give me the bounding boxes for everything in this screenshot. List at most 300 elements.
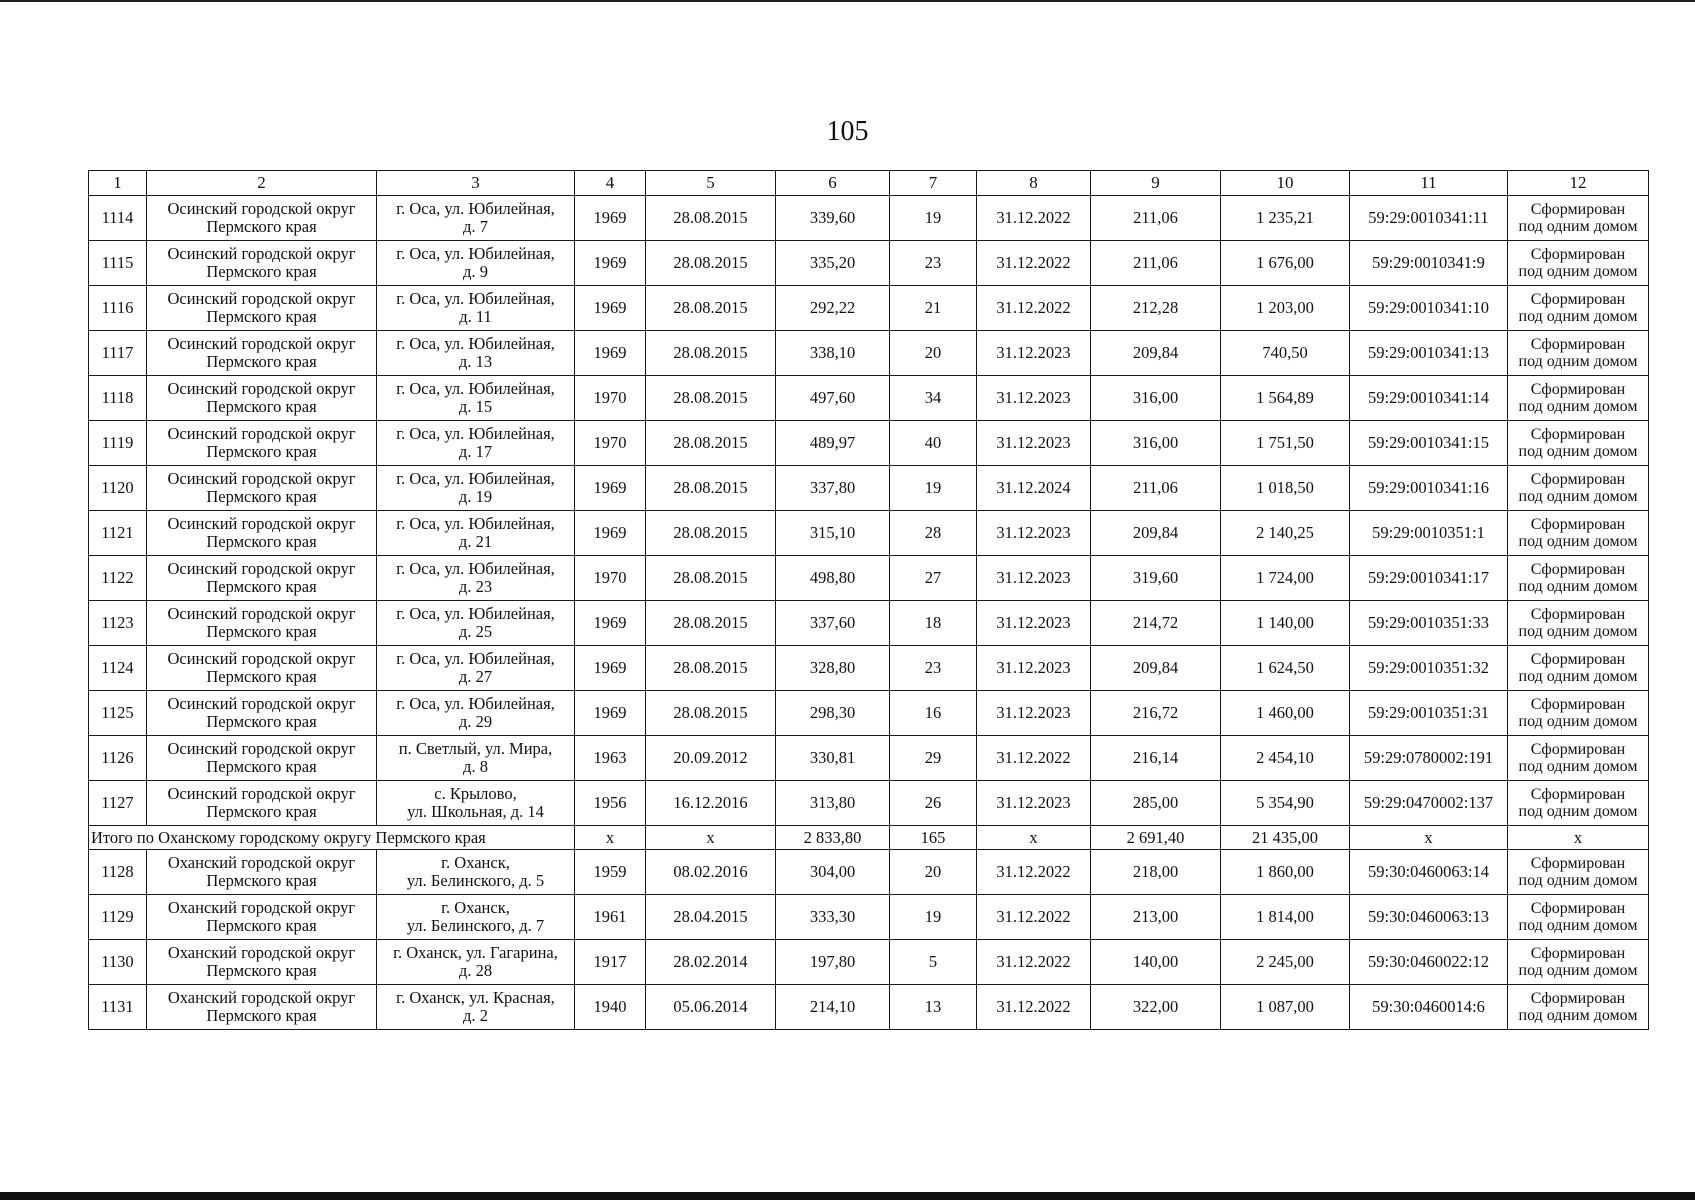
cell-municipality: [147, 511, 377, 556]
cell-status-line: под одним домом: [1518, 1007, 1638, 1024]
cell-municipality-line: Осинский городской округ: [167, 334, 356, 353]
cell-municipality-line: Осинский городской округ: [167, 469, 356, 488]
cell-area: 337,60: [776, 601, 890, 646]
cell-col9: 216,14: [1091, 736, 1221, 781]
cell-col10: 1 235,21: [1221, 196, 1350, 241]
cell-municipality-line: Пермского края: [206, 712, 317, 731]
cell-status: [1508, 331, 1649, 376]
table-row: [89, 895, 1649, 940]
cell-address-line: д. 29: [458, 712, 493, 731]
cell-year: 1969: [575, 511, 646, 556]
cell-address-line: д. 2: [463, 1006, 488, 1025]
cell-residents: 19: [890, 895, 977, 940]
cell-status: [1508, 196, 1649, 241]
cell-status-line: Сформирован: [1530, 741, 1626, 758]
cell-address-line: г. Оханск, ул. Красная,: [396, 988, 555, 1007]
cell-col9: 316,00: [1091, 376, 1221, 421]
cell-col10: 1 018,50: [1221, 466, 1350, 511]
cell-cadastral: 59:29:0010351:33: [1350, 601, 1508, 646]
cell-col10: 1 460,00: [1221, 691, 1350, 736]
cell-status-line: под одним домом: [1518, 623, 1638, 640]
cell-status-line: Сформирован: [1530, 651, 1626, 668]
cell-address-line: д. 8: [463, 757, 488, 776]
cell-col9: 2 691,40: [1091, 826, 1221, 850]
cell-residents: 27: [890, 556, 977, 601]
cell-col9: 218,00: [1091, 850, 1221, 895]
cell-residents: 28: [890, 511, 977, 556]
cell-address-line: г. Оса, ул. Юбилейная,: [396, 559, 555, 578]
cell-status-line: Сформирован: [1530, 381, 1626, 398]
cell-area: 330,81: [776, 736, 890, 781]
cell-address: [377, 376, 575, 421]
cell-municipality-line: Пермского края: [206, 352, 317, 371]
cell-municipality-line: Осинский городской округ: [167, 559, 356, 578]
cell-status-line: под одним домом: [1518, 872, 1638, 889]
cell-municipality-line: Пермского края: [206, 667, 317, 686]
cell-address-line: г. Оса, ул. Юбилейная,: [396, 604, 555, 623]
cell-municipality-line: Осинский городской округ: [167, 514, 356, 533]
cell-date: 16.12.2016: [646, 781, 776, 826]
cell-address-line: д. 7: [463, 217, 488, 236]
cell-status-line: под одним домом: [1518, 218, 1638, 235]
cell-year: 1970: [575, 421, 646, 466]
cell-cadastral: 59:29:0780002:191: [1350, 736, 1508, 781]
cell-area: 304,00: [776, 850, 890, 895]
cell-year: 1969: [575, 601, 646, 646]
cell-cadastral: 59:29:0010341:17: [1350, 556, 1508, 601]
cell-status-line: Сформирован: [1530, 471, 1626, 488]
cell-col9: 211,06: [1091, 196, 1221, 241]
cell-address-line: ул. Белинского, д. 7: [406, 916, 545, 935]
table-row: [89, 421, 1649, 466]
cell-municipality-line: Пермского края: [206, 262, 317, 281]
cell-address-line: д. 28: [458, 961, 493, 980]
cell-address-line: г. Оса, ул. Юбилейная,: [396, 199, 555, 218]
cell-address: [377, 286, 575, 331]
column-number-header: 4: [575, 171, 646, 196]
cell-row-number: 1130: [89, 940, 147, 985]
cell-residents: 16: [890, 691, 977, 736]
cell-status: [1508, 241, 1649, 286]
cell-address-line: г. Оса, ул. Юбилейная,: [396, 694, 555, 713]
cell-municipality: [147, 736, 377, 781]
cell-date: 28.08.2015: [646, 331, 776, 376]
cell-date: 08.02.2016: [646, 850, 776, 895]
cell-status-line: Сформирован: [1530, 945, 1626, 962]
cell-col10: 21 435,00: [1221, 826, 1350, 850]
cell-municipality: [147, 331, 377, 376]
cell-municipality-line: Осинский городской округ: [167, 694, 356, 713]
cell-address: [377, 421, 575, 466]
cell-year: 1970: [575, 376, 646, 421]
cell-residents: 29: [890, 736, 977, 781]
cell-cadastral: 59:29:0010341:13: [1350, 331, 1508, 376]
table-row: [89, 376, 1649, 421]
cell-municipality-line: Пермского края: [206, 487, 317, 506]
cell-status: [1508, 850, 1649, 895]
cell-status-line: под одним домом: [1518, 398, 1638, 415]
cell-municipality-line: Пермского края: [206, 757, 317, 776]
cell-col9: 322,00: [1091, 985, 1221, 1030]
cell-address-line: г. Оса, ул. Юбилейная,: [396, 514, 555, 533]
table-row: [89, 985, 1649, 1030]
cell-cadastral: 59:29:0010341:9: [1350, 241, 1508, 286]
cell-municipality-line: Осинский городской округ: [167, 379, 356, 398]
cell-row-number: 1124: [89, 646, 147, 691]
cell-date: 28.08.2015: [646, 601, 776, 646]
cell-deadline: 31.12.2022: [977, 985, 1091, 1030]
scan-edge-top: [0, 0, 1695, 2]
cell-area: 337,80: [776, 466, 890, 511]
cell-residents: 165: [890, 826, 977, 850]
cell-status-line: Сформирован: [1530, 990, 1626, 1007]
cell-area: 339,60: [776, 196, 890, 241]
cell-date: 28.08.2015: [646, 511, 776, 556]
cell-deadline: 31.12.2023: [977, 646, 1091, 691]
table-row: [89, 241, 1649, 286]
cell-status-line: Сформирован: [1530, 855, 1626, 872]
cell-municipality-line: Пермского края: [206, 916, 317, 935]
cell-cadastral: 59:29:0010351:32: [1350, 646, 1508, 691]
cell-address: [377, 736, 575, 781]
cell-address: [377, 556, 575, 601]
cell-col10: 2 140,25: [1221, 511, 1350, 556]
cell-row-number: 1126: [89, 736, 147, 781]
cell-status-line: Сформирован: [1530, 426, 1626, 443]
column-number-header: 3: [377, 171, 575, 196]
cell-row-number: 1122: [89, 556, 147, 601]
table-row: [89, 940, 1649, 985]
cell-col9: 285,00: [1091, 781, 1221, 826]
cell-address-line: д. 9: [463, 262, 488, 281]
cell-row-number: 1128: [89, 850, 147, 895]
cell-status-line: под одним домом: [1518, 533, 1638, 550]
cell-area: 497,60: [776, 376, 890, 421]
cell-address-line: д. 15: [458, 397, 493, 416]
table-row: [89, 511, 1649, 556]
cell-address: [377, 691, 575, 736]
cell-status: [1508, 940, 1649, 985]
table-row: [89, 286, 1649, 331]
cell-municipality: [147, 241, 377, 286]
cell-row-number: 1114: [89, 196, 147, 241]
cell-address-line: д. 11: [459, 307, 492, 326]
cell-year: 1940: [575, 985, 646, 1030]
cell-year: 1969: [575, 466, 646, 511]
cell-cadastral: 59:29:0010341:11: [1350, 196, 1508, 241]
cell-status-line: под одним домом: [1518, 578, 1638, 595]
cell-year: 1961: [575, 895, 646, 940]
cell-status-line: Сформирован: [1530, 561, 1626, 578]
cell-col10: 1 751,50: [1221, 421, 1350, 466]
cell-date: x: [646, 826, 776, 850]
cell-status-line: Сформирован: [1530, 291, 1626, 308]
cell-status-line: под одним домом: [1518, 758, 1638, 775]
cell-cadastral: 59:30:0460063:14: [1350, 850, 1508, 895]
cell-deadline: 31.12.2023: [977, 781, 1091, 826]
cell-area: 197,80: [776, 940, 890, 985]
table-row: [89, 691, 1649, 736]
column-number-header: 2: [147, 171, 377, 196]
cell-municipality: [147, 556, 377, 601]
cell-year: 1970: [575, 556, 646, 601]
cell-date: 28.08.2015: [646, 241, 776, 286]
table-row: [89, 646, 1649, 691]
cell-deadline: 31.12.2023: [977, 421, 1091, 466]
cell-residents: 19: [890, 466, 977, 511]
cell-status: [1508, 556, 1649, 601]
table-row: [89, 556, 1649, 601]
cell-deadline: 31.12.2024: [977, 466, 1091, 511]
cell-cadastral: x: [1350, 826, 1508, 850]
cell-col10: 1 814,00: [1221, 895, 1350, 940]
cell-municipality-line: Пермского края: [206, 802, 317, 821]
cell-col9: 213,00: [1091, 895, 1221, 940]
cell-year: x: [575, 826, 646, 850]
header-row: [89, 171, 1649, 196]
cell-deadline: 31.12.2022: [977, 850, 1091, 895]
cell-area: 333,30: [776, 895, 890, 940]
cell-municipality: [147, 466, 377, 511]
cell-municipality-line: Пермского края: [206, 1006, 317, 1025]
cell-area: 214,10: [776, 985, 890, 1030]
cell-address-line: д. 17: [458, 442, 493, 461]
cell-area: 2 833,80: [776, 826, 890, 850]
cell-status-line: Сформирован: [1530, 900, 1626, 917]
table-row: [89, 196, 1649, 241]
cell-date: 28.02.2014: [646, 940, 776, 985]
cell-status: x: [1508, 826, 1649, 850]
cell-residents: 18: [890, 601, 977, 646]
cell-status-line: под одним домом: [1518, 263, 1638, 280]
table-body: [89, 196, 1649, 1030]
cell-municipality-line: Осинский городской округ: [167, 784, 356, 803]
cell-municipality-line: Оханский городской округ: [167, 898, 356, 917]
cell-municipality-line: Осинский городской округ: [167, 244, 356, 263]
cell-date: 28.08.2015: [646, 646, 776, 691]
cell-col9: 212,28: [1091, 286, 1221, 331]
cell-address-line: г. Оса, ул. Юбилейная,: [396, 424, 555, 443]
cell-year: 1969: [575, 241, 646, 286]
cell-municipality-line: Пермского края: [206, 961, 317, 980]
cell-cadastral: 59:30:0460022:12: [1350, 940, 1508, 985]
cell-municipality-line: Оханский городской округ: [167, 988, 356, 1007]
column-number-header: 6: [776, 171, 890, 196]
cell-status-line: под одним домом: [1518, 308, 1638, 325]
cell-status-line: Сформирован: [1530, 606, 1626, 623]
cell-col10: 1 140,00: [1221, 601, 1350, 646]
cell-deadline: 31.12.2022: [977, 286, 1091, 331]
column-number-header: 1: [89, 171, 147, 196]
cell-year: 1917: [575, 940, 646, 985]
cell-address-line: г. Оса, ул. Юбилейная,: [396, 649, 555, 668]
cell-year: 1969: [575, 331, 646, 376]
table-row: [89, 781, 1649, 826]
cell-col9: 209,84: [1091, 331, 1221, 376]
cell-area: 489,97: [776, 421, 890, 466]
cell-year: 1969: [575, 196, 646, 241]
cell-col10: 1 564,89: [1221, 376, 1350, 421]
cell-status: [1508, 985, 1649, 1030]
cell-municipality-line: Оханский городской округ: [167, 853, 356, 872]
cell-area: 292,22: [776, 286, 890, 331]
cell-address: [377, 511, 575, 556]
cell-status-line: под одним домом: [1518, 803, 1638, 820]
cell-address-line: д. 25: [458, 622, 493, 641]
cell-municipality-line: Пермского края: [206, 577, 317, 596]
cell-municipality: [147, 781, 377, 826]
cell-deadline: 31.12.2022: [977, 241, 1091, 286]
cell-address-line: д. 27: [458, 667, 493, 686]
cell-deadline: 31.12.2023: [977, 376, 1091, 421]
cell-deadline: 31.12.2023: [977, 331, 1091, 376]
column-number-header: 11: [1350, 171, 1508, 196]
cell-date: 28.08.2015: [646, 556, 776, 601]
cell-status: [1508, 601, 1649, 646]
cell-year: 1963: [575, 736, 646, 781]
cell-date: 28.08.2015: [646, 286, 776, 331]
cell-deadline: 31.12.2022: [977, 736, 1091, 781]
cell-address-line: г. Оса, ул. Юбилейная,: [396, 469, 555, 488]
column-number-header: 8: [977, 171, 1091, 196]
cell-address-line: д. 23: [458, 577, 493, 596]
cell-residents: 20: [890, 850, 977, 895]
cell-address-line: г. Оса, ул. Юбилейная,: [396, 334, 555, 353]
cell-col10: 5 354,90: [1221, 781, 1350, 826]
cell-address: [377, 196, 575, 241]
table-row: [89, 601, 1649, 646]
subtotal-label: Итого по Оханскому городскому округу Пермского края: [89, 826, 575, 850]
scan-edge-bottom: [0, 1192, 1695, 1200]
cell-date: 28.08.2015: [646, 691, 776, 736]
cell-residents: 40: [890, 421, 977, 466]
cell-cadastral: 59:29:0010341:15: [1350, 421, 1508, 466]
cell-address-line: ул. Белинского, д. 5: [406, 871, 545, 890]
cell-municipality-line: Осинский городской округ: [167, 739, 356, 758]
cell-area: 328,80: [776, 646, 890, 691]
cell-address-line: д. 21: [458, 532, 493, 551]
cell-residents: 26: [890, 781, 977, 826]
cell-col10: 1 724,00: [1221, 556, 1350, 601]
cell-status-line: под одним домом: [1518, 443, 1638, 460]
cell-status: [1508, 736, 1649, 781]
cell-date: 20.09.2012: [646, 736, 776, 781]
cell-year: 1959: [575, 850, 646, 895]
cell-col9: 316,00: [1091, 421, 1221, 466]
cell-status: [1508, 895, 1649, 940]
column-number-header: 12: [1508, 171, 1649, 196]
cell-deadline: 31.12.2022: [977, 940, 1091, 985]
cell-date: 28.08.2015: [646, 376, 776, 421]
cell-municipality-line: Пермского края: [206, 532, 317, 551]
cell-residents: 34: [890, 376, 977, 421]
cell-municipality-line: Пермского края: [206, 442, 317, 461]
column-number-header: 7: [890, 171, 977, 196]
cell-address: [377, 466, 575, 511]
cell-status-line: Сформирован: [1530, 516, 1626, 533]
cell-address-line: д. 13: [458, 352, 493, 371]
cell-municipality-line: Пермского края: [206, 871, 317, 890]
cell-row-number: 1116: [89, 286, 147, 331]
cell-cadastral: 59:29:0010341:16: [1350, 466, 1508, 511]
cell-row-number: 1118: [89, 376, 147, 421]
cell-cadastral: 59:29:0010351:31: [1350, 691, 1508, 736]
cell-cadastral: 59:29:0010341:10: [1350, 286, 1508, 331]
cell-status-line: Сформирован: [1530, 201, 1626, 218]
cell-status: [1508, 646, 1649, 691]
cell-col9: 209,84: [1091, 511, 1221, 556]
cell-year: 1956: [575, 781, 646, 826]
cell-row-number: 1127: [89, 781, 147, 826]
cell-status: [1508, 376, 1649, 421]
cell-address: [377, 601, 575, 646]
cell-row-number: 1117: [89, 331, 147, 376]
cell-col9: 140,00: [1091, 940, 1221, 985]
table-row: [89, 736, 1649, 781]
cell-address: [377, 646, 575, 691]
cell-address-line: п. Светлый, ул. Мира,: [398, 739, 553, 758]
cell-col10: 2 245,00: [1221, 940, 1350, 985]
cell-date: 28.08.2015: [646, 466, 776, 511]
cell-municipality-line: Осинский городской округ: [167, 604, 356, 623]
cell-date: 05.06.2014: [646, 985, 776, 1030]
cell-municipality-line: Пермского края: [206, 397, 317, 416]
cell-col10: 740,50: [1221, 331, 1350, 376]
cell-address-line: г. Оханск,: [441, 898, 510, 917]
cell-area: 338,10: [776, 331, 890, 376]
cell-status: [1508, 691, 1649, 736]
cell-municipality-line: Осинский городской округ: [167, 649, 356, 668]
cell-status: [1508, 511, 1649, 556]
cell-col10: 1 676,00: [1221, 241, 1350, 286]
cell-municipality-line: Оханский городской округ: [167, 943, 356, 962]
cell-address: [377, 241, 575, 286]
cell-row-number: 1129: [89, 895, 147, 940]
cell-col9: 319,60: [1091, 556, 1221, 601]
cell-row-number: 1120: [89, 466, 147, 511]
cell-municipality-line: Осинский городской округ: [167, 424, 356, 443]
cell-municipality: [147, 421, 377, 466]
cell-col10: 1 624,50: [1221, 646, 1350, 691]
cell-area: 313,80: [776, 781, 890, 826]
cell-municipality: [147, 940, 377, 985]
cell-status: [1508, 466, 1649, 511]
cell-address-line: ул. Школьная, д. 14: [407, 802, 544, 821]
cell-col10: 1 087,00: [1221, 985, 1350, 1030]
column-number-header: 9: [1091, 171, 1221, 196]
cell-municipality: [147, 196, 377, 241]
cell-deadline: x: [977, 826, 1091, 850]
page-number: 105: [826, 116, 869, 147]
cell-address: [377, 940, 575, 985]
cell-address: [377, 985, 575, 1030]
cell-status: [1508, 781, 1649, 826]
cell-deadline: 31.12.2022: [977, 895, 1091, 940]
cell-municipality-line: Осинский городской округ: [167, 289, 356, 308]
table-row: [89, 466, 1649, 511]
cell-address-line: г. Оса, ул. Юбилейная,: [396, 289, 555, 308]
cell-col9: 211,06: [1091, 466, 1221, 511]
cell-row-number: 1131: [89, 985, 147, 1030]
cell-status-line: под одним домом: [1518, 713, 1638, 730]
cell-year: 1969: [575, 646, 646, 691]
cell-residents: 13: [890, 985, 977, 1030]
cell-col10: 1 860,00: [1221, 850, 1350, 895]
cell-cadastral: 59:30:0460014:6: [1350, 985, 1508, 1030]
table-header: [89, 171, 1649, 196]
cell-status-line: под одним домом: [1518, 917, 1638, 934]
cell-status-line: под одним домом: [1518, 488, 1638, 505]
